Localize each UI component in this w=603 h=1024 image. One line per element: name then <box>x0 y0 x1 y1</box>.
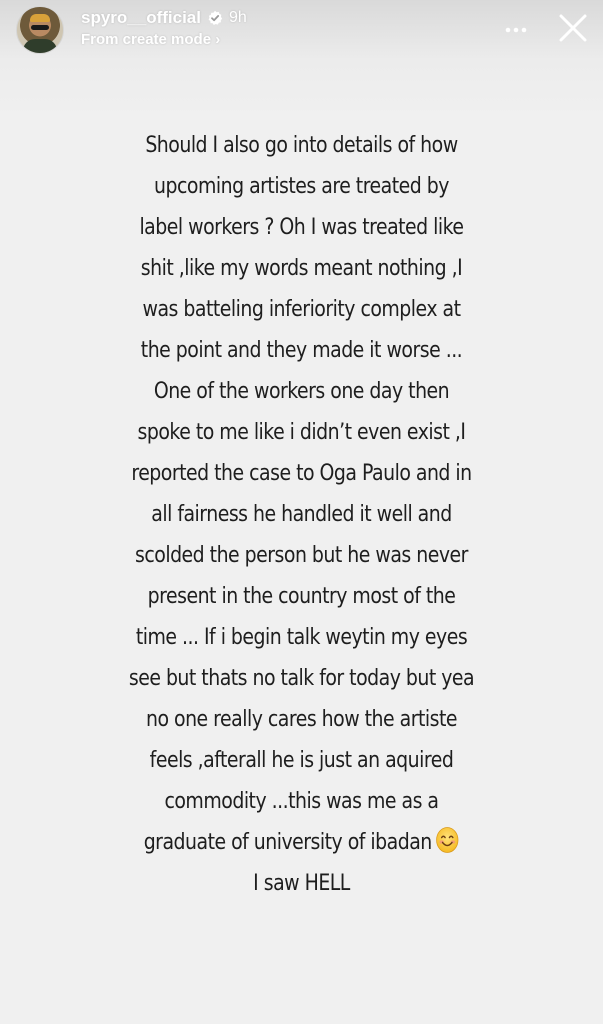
story-line: scolded the person but he was never <box>135 543 468 568</box>
story-line: I saw HELL <box>253 871 350 896</box>
story-line: graduate of university of ibadan <box>143 830 432 855</box>
story-line: Should I also go into details of how <box>145 133 458 158</box>
story-line: feels ,afterall he is just an aquired <box>149 748 454 773</box>
story-line: reported the case to Oga Paulo and in <box>131 461 472 486</box>
story-line: time ... If i begin talk weytin my eyes <box>135 625 468 650</box>
close-icon <box>558 13 588 48</box>
story-line: upcoming artistes are treated by <box>154 174 449 199</box>
time-ago: 9h <box>229 9 247 26</box>
story-line: no one really cares how the artiste <box>145 707 458 732</box>
story-line: all fairness he handled it well and <box>151 502 452 527</box>
verified-badge-icon <box>207 10 223 26</box>
avatar-sunglasses <box>31 25 49 30</box>
story-text <box>94 125 509 904</box>
story-line: present in the country most of the <box>147 584 456 609</box>
story-line: label workers ? Oh I was treated like <box>139 215 464 240</box>
story-line: commodity ...this was me as a <box>164 789 439 814</box>
avatar[interactable] <box>16 6 64 54</box>
story-line: shit ,like my words meant nothing ,I <box>140 256 463 281</box>
more-options-icon <box>502 21 530 39</box>
story-line-with-emoji <box>94 822 509 863</box>
story-header <box>0 0 603 60</box>
story-line: spoke to me like i didn’t even exist ,I <box>137 420 466 445</box>
story-line: see but thats no talk for today but yea <box>128 666 475 691</box>
username[interactable]: spyro__official <box>81 8 201 27</box>
close-button[interactable] <box>555 12 591 48</box>
avatar-cap <box>30 14 50 22</box>
username-row <box>81 7 247 29</box>
story-line: One of the workers one day then <box>153 379 450 404</box>
story-line: the point and they made it worse ... <box>140 338 463 363</box>
avatar-shirt <box>23 39 57 54</box>
more-options-button[interactable] <box>496 18 536 42</box>
story-line: was batteling inferiority complex at <box>142 297 461 322</box>
smiling-face-emoji-icon <box>435 826 459 854</box>
create-mode-link[interactable]: From create mode › <box>81 31 221 48</box>
